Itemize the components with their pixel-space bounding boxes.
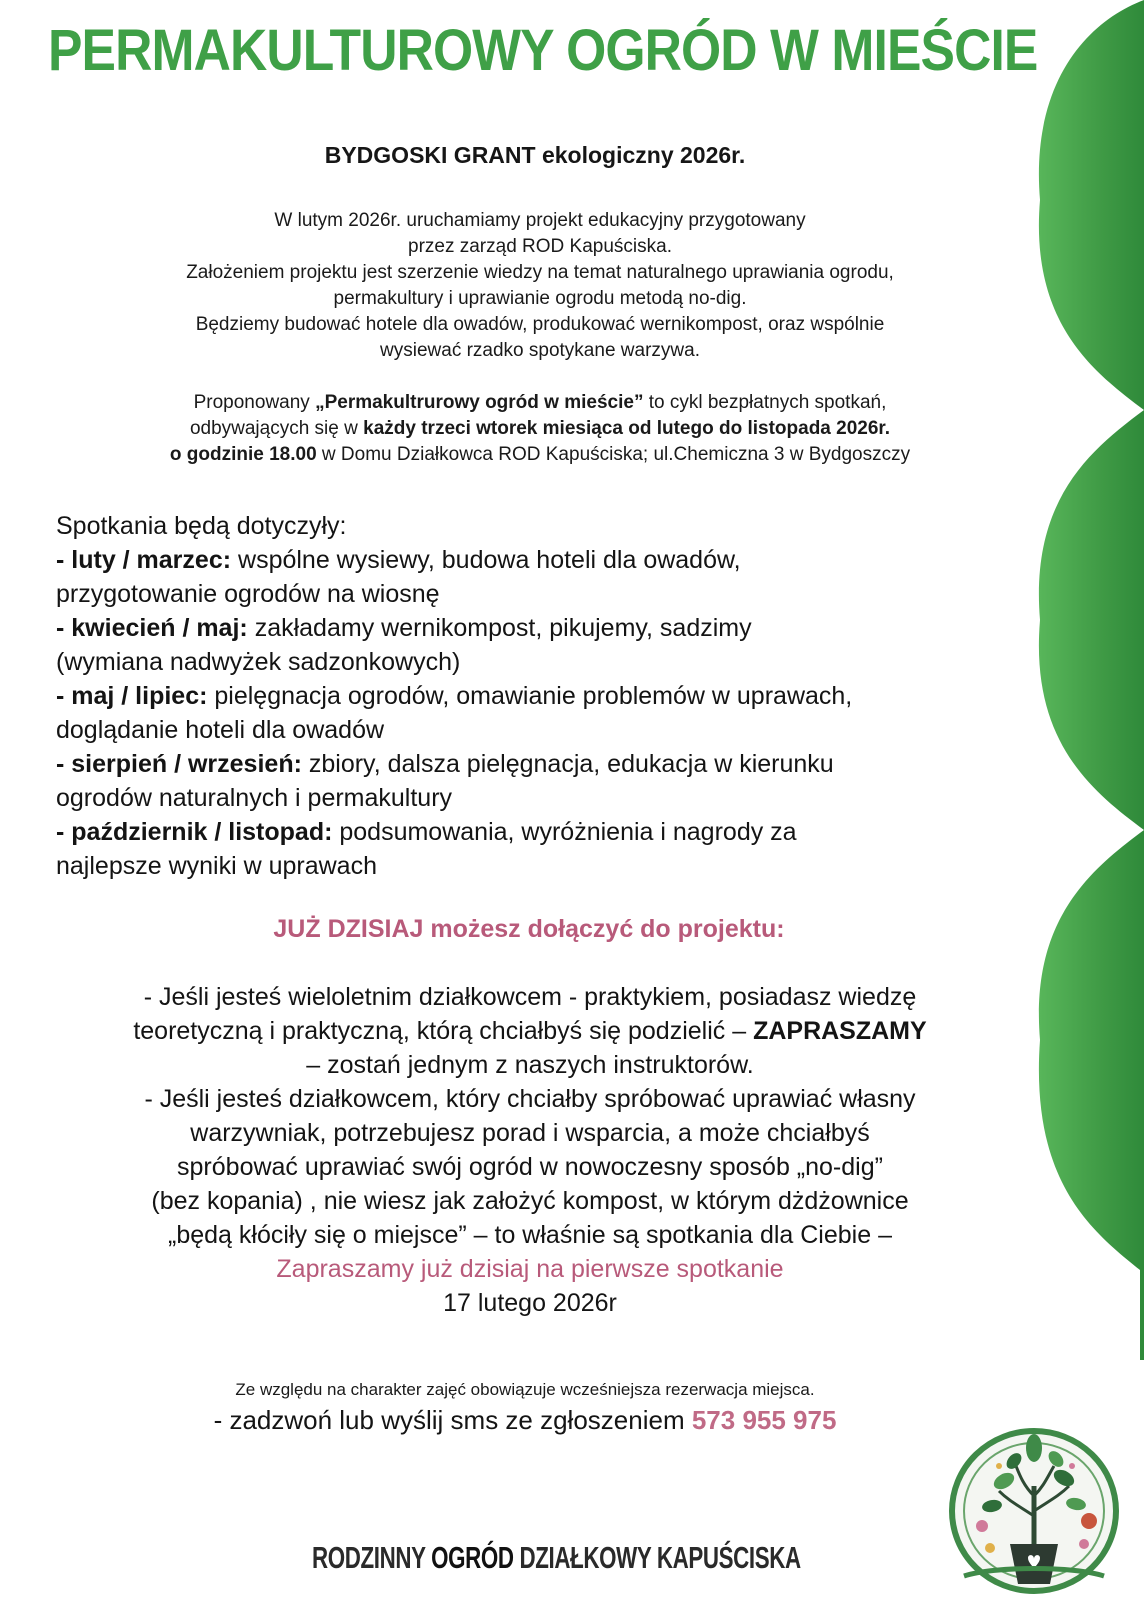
contact-line: [0, 1405, 1050, 1436]
join-heading: JUŻ DZISIAJ możesz dołączyć do projektu:: [273, 915, 785, 943]
topic-item-cont: doglądanie hoteli dla owadów: [56, 716, 385, 744]
footer-part: RODZINNY: [312, 1540, 432, 1575]
topics-heading: Spotkania będą dotyczyły:: [56, 512, 347, 540]
invite-line-part: teoretyczną i praktyczną, którą chciałbyś się podzielić –: [133, 1017, 754, 1045]
contact-text: - zadzwoń lub wyślij sms ze zgłoszeniem: [213, 1405, 692, 1435]
meeting-time: o godzinie 18.00: [169, 444, 317, 465]
invite-line: „będą kłóciły się o miejsce” – to właśnie są spotkania dla Ciebie –: [168, 1221, 892, 1249]
proposal-before: Proponowany: [193, 392, 316, 413]
proposal-line2-before: odbywających się w: [189, 418, 364, 439]
proposal-line-1: [40, 390, 1040, 416]
invite-line: – zostań jednym z naszych instruktorów.: [306, 1051, 754, 1079]
grant-subtitle: BYDGOSKI GRANT ekologiczny 2026r.: [324, 142, 746, 168]
topic-text: zakładamy wernikompost, pikujemy, sadzimy: [247, 614, 752, 642]
topic-item: [56, 543, 1016, 577]
first-meeting-date: 17 lutego 2026r: [443, 1289, 617, 1317]
invite-line: spróbować uprawiać swój ogród w nowoczesny sposób „no-dig”: [177, 1153, 883, 1181]
topic-period: - luty / marzec:: [56, 546, 232, 574]
meeting-schedule: każdy trzeci wtorek miesiąca od lutego do listopada 2026r.: [363, 418, 891, 439]
page-title: PERMAKULTUROWY OGRÓD W MIEŚCIE: [48, 18, 1038, 83]
invite-section: [30, 980, 1030, 1320]
first-meeting-invite: Zapraszamy już dzisiaj na pierwsze spotkanie: [276, 1255, 784, 1283]
topic-item-cont: przygotowanie ogrodów na wiosnę: [56, 580, 440, 608]
topic-item: [56, 815, 1016, 849]
topic-item: [56, 747, 1016, 781]
topic-period: - kwiecień / maj:: [56, 614, 248, 642]
topic-text: wspólne wysiewy, budowa hoteli dla owadów,: [231, 546, 741, 574]
intro-line: Będziemy budować hotele dla owadów, produkować wernikompost, oraz wspólnie: [195, 314, 885, 335]
reservation-note: Ze względu na charakter zajęć obowiązuje wcześniejsza rezerwacja miejsca.: [235, 1380, 815, 1399]
intro-line: przez zarząd ROD Kapuściska.: [408, 236, 672, 257]
topic-item-cont: ogrodów naturalnych i permakultury: [56, 784, 453, 812]
intro-line: Założeniem projektu jest szerzenie wiedzy na temat naturalnego uprawiania ogrodu,: [186, 262, 894, 283]
invite-line: warzywniak, potrzebujesz porad i wsparcia, a może chciałbyś: [190, 1119, 870, 1147]
zapraszamy-emphasis: ZAPRASZAMY: [753, 1017, 927, 1045]
meeting-place: w Domu Działkowca ROD Kapuściska; ul.Chemiczna 3 w Bydgoszczy: [316, 444, 911, 465]
phone-number: 573 955 975: [691, 1405, 837, 1435]
intro-line: wysiewać rzadko spotykane warzywa.: [380, 340, 700, 361]
garden-logo-icon: [944, 1426, 1124, 1596]
intro-section: [40, 208, 1040, 468]
topic-text: podsumowania, wyróżnienia i nagrody za: [332, 818, 797, 846]
footer-part: DZIAŁKOWY KAPUŚCISKA: [513, 1540, 801, 1575]
topic-period: - maj / lipiec:: [56, 682, 208, 710]
proposal-middle: to cykl bezpłatnych spotkań,: [643, 392, 887, 413]
footer-org-name: [312, 1540, 801, 1576]
topic-text: pielęgnacja ogrodów, omawianie problemów w uprawach,: [207, 682, 853, 710]
intro-line: W lutym 2026r. uruchamiamy projekt edukacyjny przygotowany: [274, 210, 806, 231]
invite-line: - Jeśli jesteś wieloletnim działkowcem - praktykiem, posiadasz wiedzę: [143, 983, 917, 1011]
project-name: „Permakultrurowy ogród w mieście”: [315, 392, 644, 413]
topics-section: [56, 509, 1016, 883]
proposal-line-2: [40, 416, 1040, 442]
invite-line: (bez kopania) , nie wiesz jak założyć kompost, w którym dżdżownice: [151, 1187, 909, 1215]
intro-line: permakultury i uprawianie ogrodu metodą no-dig.: [333, 288, 747, 309]
proposal-line-3: [40, 442, 1040, 468]
topic-item: [56, 611, 1016, 645]
topic-period: - październik / listopad:: [56, 818, 333, 846]
footer-part-bold: OGRÓD: [431, 1540, 514, 1575]
invite-line: - Jeśli jesteś działkowcem, który chciałby spróbować uprawiać własny: [144, 1085, 916, 1113]
topic-item: [56, 679, 1016, 713]
topic-item-cont: najlepsze wyniki w uprawach: [56, 852, 377, 880]
topic-item-cont: (wymiana nadwyżek sadzonkowych): [56, 648, 461, 676]
invite-line: [30, 1014, 1030, 1048]
topic-period: - sierpień / wrzesień:: [56, 750, 302, 778]
topic-text: zbiory, dalsza pielęgnacja, edukacja w kierunku: [301, 750, 834, 778]
